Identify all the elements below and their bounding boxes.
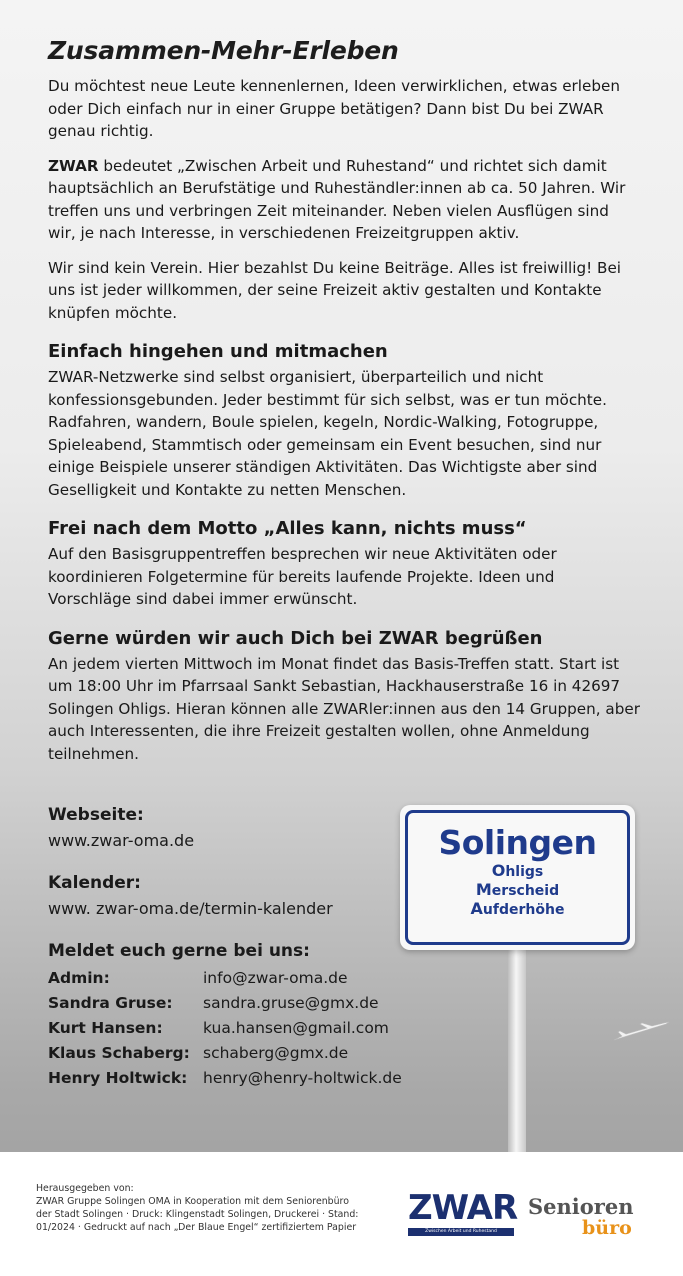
contact-row bbox=[48, 1041, 408, 1066]
zwar-explanation-text: bedeutet „Zwischen Arbeit und Ruhestand“ und richtet sich damit hauptsächlich an Berufstätige und Ruheständler:innen ab ca. 50 Jahren. Wir treffen uns und verbringen Zeit miteinander. Neben vielen Ausflügen sind wir, je nach Interesse, in verschiedenen Freizeitgruppen aktiv. bbox=[48, 156, 626, 242]
intro-paragraph: Du möchtest neue Leute kennenlernen, Ideen verwirklichen, etwas erleben oder Dich einfach nur in einer Gruppe betätigen? Dann bist Du bei ZWAR genau richtig. bbox=[48, 77, 620, 140]
contact-email[interactable]: info@zwar-oma.de bbox=[203, 969, 348, 987]
town-sign-district: Aufderhöhe bbox=[470, 899, 565, 918]
contacts-list bbox=[48, 966, 408, 1091]
town-sign-title: Solingen bbox=[438, 823, 597, 862]
contacts-heading: Meldet euch gerne bei uns: bbox=[48, 941, 310, 961]
section-text-join: ZWAR-Netzwerke sind selbst organisiert, überparteilich und nicht konfessionsgebunden. Jeder bestimmt für sich selbst, was er tun möchte. Radfahren, wandern, Boule spielen, kegeln, Nordic-Walking, Fotogruppe, Spieleabend, Stammtisch oder gemeinsam ein Event besuchen, sind nur einige Beispiele unserer ständigen Aktivitäten. Das Wichtigste aber sind Geselligkeit und Kontakte zu netten Menschen. bbox=[48, 368, 607, 499]
no-club-paragraph: Wir sind kein Verein. Hier bezahlst Du keine Beiträge. Alles ist freiwillig! Bei uns ist jeder willkommen, der seine Freizeit aktiv gestalten und Kontakte knüpfen möchte. bbox=[48, 258, 622, 322]
town-sign bbox=[400, 805, 635, 950]
contact-name: Kurt Hansen: bbox=[48, 1019, 163, 1037]
main-content bbox=[48, 36, 640, 777]
town-sign-border bbox=[405, 810, 630, 945]
contact-email[interactable]: henry@henry-holtwick.de bbox=[203, 1069, 402, 1087]
zwar-explanation-paragraph bbox=[48, 155, 640, 245]
town-sign-district: Ohligs bbox=[491, 861, 544, 880]
contact-row bbox=[48, 966, 408, 991]
seniorenbuero-logo-bottom: büro bbox=[582, 1217, 632, 1239]
imprint-line: 01/2024 · Gedruckt auf nach „Der Blaue Engel“ zertifiziertem Papier bbox=[36, 1222, 357, 1233]
page-title: Zusammen-Mehr-Erleben bbox=[48, 36, 399, 65]
contact-row bbox=[48, 1066, 408, 1091]
contact-name: Admin: bbox=[48, 969, 110, 987]
town-sign-district: Merscheid bbox=[475, 880, 560, 899]
zwar-logo bbox=[408, 1190, 516, 1236]
zwar-lead: ZWAR bbox=[48, 156, 99, 175]
contact-email[interactable]: kua.hansen@gmail.com bbox=[203, 1019, 389, 1037]
section-heading-join: Einfach hingehen und mitmachen bbox=[48, 341, 388, 362]
contact-row bbox=[48, 991, 408, 1016]
contact-name: Klaus Schaberg: bbox=[48, 1044, 190, 1062]
airplane-icon bbox=[612, 1020, 670, 1042]
contact-email[interactable]: schaberg@gmx.de bbox=[203, 1044, 349, 1062]
seniorenbuero-logo bbox=[528, 1196, 663, 1246]
calendar-label: Kalender: bbox=[48, 873, 141, 893]
contact-row bbox=[48, 1016, 408, 1041]
section-heading-motto: Frei nach dem Motto „Alles kann, nichts muss“ bbox=[48, 518, 527, 539]
section-text-motto: Auf den Basisgruppentreffen besprechen wir neue Aktivitäten oder koordinieren Folgetermine für bereits laufende Projekte. Ideen und Vorschläge sind dabei immer erwünscht. bbox=[48, 545, 557, 608]
contact-block bbox=[48, 804, 408, 1091]
zwar-logo-text: ZWAR bbox=[408, 1188, 518, 1228]
calendar-link[interactable]: www. zwar-oma.de/termin-kalender bbox=[48, 899, 333, 918]
sign-post bbox=[508, 945, 526, 1155]
imprint-line: Herausgegeben von: bbox=[36, 1183, 134, 1194]
contact-name: Henry Holtwick: bbox=[48, 1069, 188, 1087]
imprint bbox=[36, 1182, 396, 1234]
seniorenbuero-logo-top: Senioren bbox=[528, 1194, 634, 1219]
contact-name: Sandra Gruse: bbox=[48, 994, 173, 1012]
footer bbox=[0, 1152, 683, 1276]
section-heading-welcome: Gerne würden wir auch Dich bei ZWAR begrüßen bbox=[48, 627, 543, 649]
contact-email[interactable]: sandra.gruse@gmx.de bbox=[203, 994, 379, 1012]
zwar-logo-tagline: Zwischen Arbeit und Ruhestand bbox=[408, 1228, 514, 1236]
imprint-line: der Stadt Solingen · Druck: Klingenstadt Solingen, Druckerei · Stand: bbox=[36, 1209, 359, 1220]
imprint-line: ZWAR Gruppe Solingen OMA in Kooperation mit dem Seniorenbüro bbox=[36, 1196, 349, 1207]
website-link[interactable]: www.zwar-oma.de bbox=[48, 831, 195, 850]
website-label: Webseite: bbox=[48, 805, 144, 825]
section-text-welcome: An jedem vierten Mittwoch im Monat findet das Basis-Treffen statt. Start ist um 18:00 Uhr im Pfarrsaal Sankt Sebastian, Hackhauserstraße 16 in 42697 Solingen Ohligs. Hieran können alle ZWARler:innen aus den 14 Gruppen, aber auch Interessenten, die ihre Freizeit gestalten wollen, ohne Anmeldung teilnehmen. bbox=[48, 654, 640, 763]
